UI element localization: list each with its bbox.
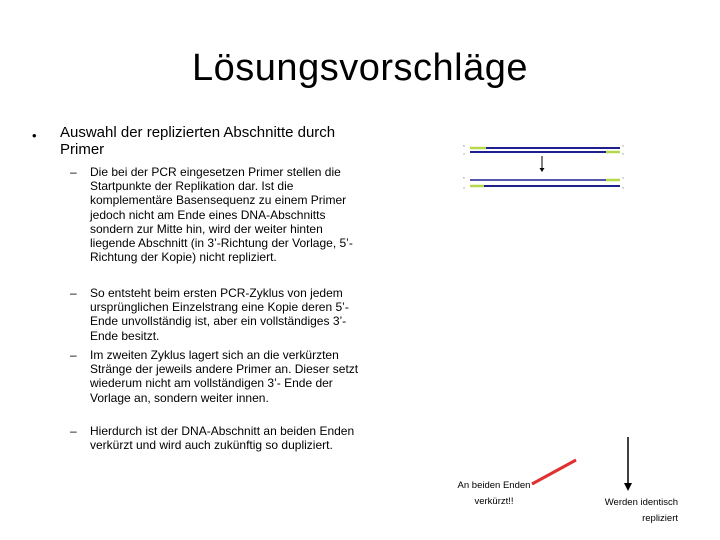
subitem-dash: – — [70, 348, 77, 362]
subitem-dash: – — [70, 286, 77, 300]
pcr-strand-diagram — [460, 136, 630, 200]
subitem-second-cycle — [70, 348, 365, 405]
strand-label: 5’ — [463, 176, 466, 180]
subitem-text: So entsteht beim ersten PCR-Zyklus von jedem ursprünglichen Einzelstrang eine Kopie deren 5’-Ende unvollständig ist, aber ein vollständiges 3’-Ende besitzt. — [90, 286, 349, 343]
subitem-both-ends-shortened — [70, 424, 365, 452]
strand-label: 5’ — [622, 152, 625, 156]
strand-label: 3’ — [622, 176, 625, 180]
strand-label: 5’ — [463, 144, 466, 148]
subitem-text: Die bei der PCR eingesetzen Primer stellen die Startpunkte der Replikation dar. Ist die komplementäre Basensequenz zu einem Primer jedoch nicht am Ende eines DNA-Abschnitts sondern zur Mitte hin, wird der weiter hinten liegende Abschnitt (in 3’-Richtung der Vorlage, 5’-Richtung der Kopie) nicht repliziert. — [90, 165, 353, 265]
arrow-down-icon — [618, 435, 638, 495]
strand-label: 3’ — [463, 186, 466, 190]
subitem-text: Hierdurch ist der DNA-Abschnitt an beiden Enden verkürzt und wird auch zukünftig so dupliziert. — [90, 424, 355, 453]
subitem-dash: – — [70, 424, 77, 438]
caption-identical: Werden identisch repliziert — [604, 497, 678, 524]
subitem-primer-startpoints — [70, 165, 365, 264]
subitem-text: Im zweiten Zyklus lagert sich an die verkürzten Stränge der jeweils andere Primer an. Dieser setzt wiederum nicht am vollständigen 3’- Ende der Vorlage an, sondern weiter innen. — [90, 348, 359, 405]
caption-shortened: An beiden Enden verkürzt!! — [457, 480, 531, 507]
strand-label: 5’ — [622, 186, 625, 190]
subitem-dash: – — [70, 165, 77, 179]
bullet-marker: • — [32, 128, 37, 143]
bullet-heading: Auswahl der replizierten Abschnitte durch Primer — [60, 124, 336, 158]
strand-label: 3’ — [463, 152, 466, 156]
arrowhead-icon — [540, 168, 545, 172]
subitem-first-cycle — [70, 286, 365, 343]
slide-title: Lösungsvorschläge — [192, 47, 528, 89]
strand-label: 3’ — [622, 144, 625, 148]
